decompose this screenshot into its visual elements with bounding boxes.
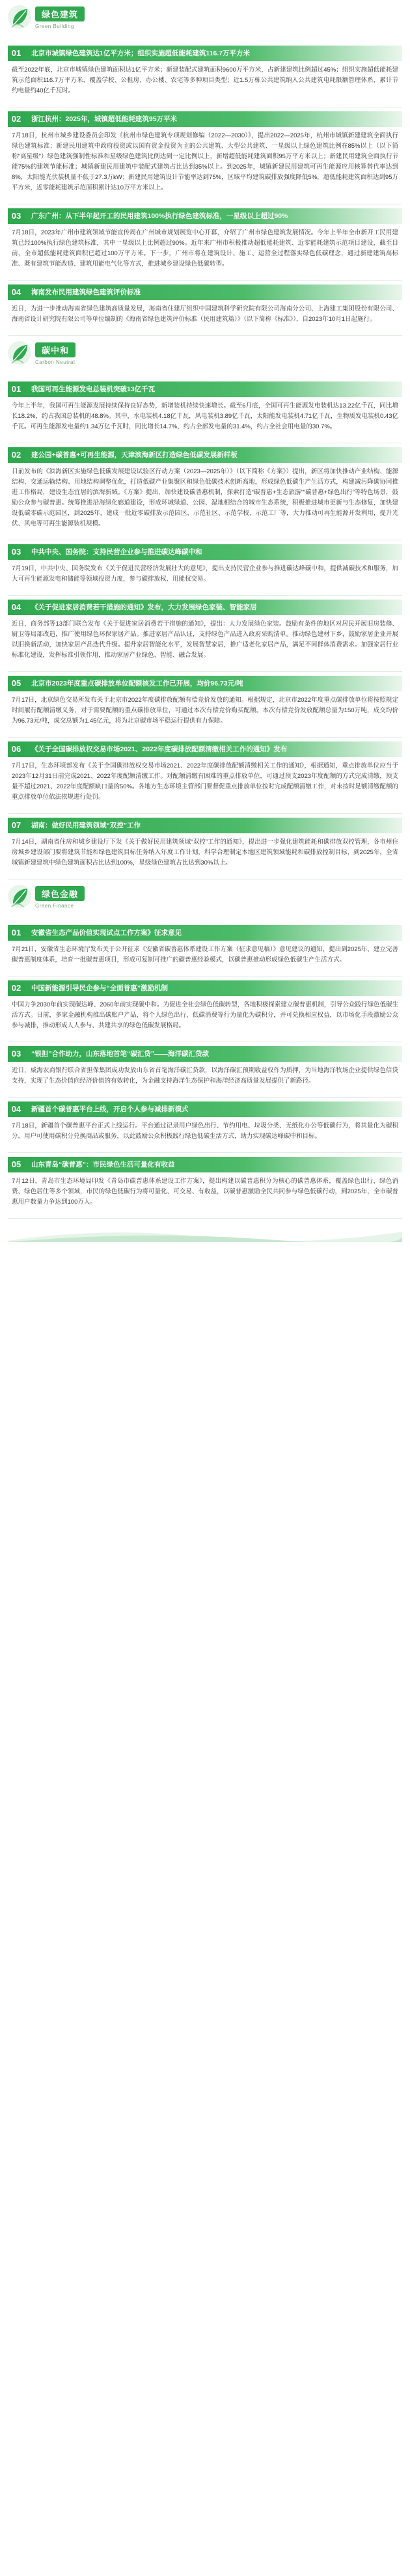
article-number: 01 — [8, 925, 25, 939]
article-card — [8, 741, 402, 807]
divider — [8, 595, 402, 596]
article-paragraph: 7月21日，安徽省生态环境厅发布关于公开征求《安徽省碳普惠体系建设工作方案（征求意见稿）》意见建议的通知，提出到2025年，建立完善碳普惠制度体系，培育一批碳普惠项目，形成可复制可推广的碳普惠经验模式，以碳普惠推动形成绿色低碳生产生活方式。 — [12, 946, 398, 963]
article-number: 01 — [8, 46, 25, 60]
article-title: “银担”合作助力，山东落地首笔“碳汇贷”——海洋碳汇贷款 — [8, 1046, 402, 1062]
article-number: 01 — [8, 381, 25, 396]
article-body — [8, 1172, 402, 1212]
section-subtitle: Green Finance — [35, 903, 74, 909]
article-paragraph: 近日，威海农商银行联合省担保集团成功发放山东省首笔海洋碳汇贷款，以海洋碳汇预期收益权作为质押，为当地海洋牧场企业提供绿色信贷支持，实现了生态价值向经济价值的有效转化，为金融支持海洋生态保护和海洋经济高质量发展提供了新路径。 — [12, 1067, 398, 1085]
article-paragraph: 7月14日，湖南省住房和城乡建设厅下发《关于做好民用建筑领域“双控”工作的通知》，提出进一步强化建筑能耗和碳排放双控管理，各市州住房城乡建设部门要将建筑节能和绿色建筑目标任务纳入年度工作计划，科学合理制定本地区建筑领域能耗和碳排放控制目标，到2025年，全省城镇新建建筑中绿色建筑面积占比达到100%，星级绿色建筑占比达到30%以上。 — [12, 838, 398, 866]
article-number: 04 — [8, 1101, 25, 1116]
article-body — [8, 691, 402, 730]
article-body — [8, 463, 402, 533]
article-number: 05 — [8, 676, 25, 690]
article-number: 04 — [8, 284, 25, 299]
article-title: 建公园+碳普惠+可再生能源，天津滨海新区打造绿色低碳发展新样板 — [8, 447, 402, 463]
article-paragraph: 7月18日，新疆首个碳普惠平台正式上线运行。平台通过记录用户绿色出行、节约用电、垃圾分类、无纸化办公等低碳行为，将其量化为碳积分，用户可使用碳积分兑换商品或服务，以此鼓励公众积极践行绿色低碳生活方式，助力实现碳达峰碳中和目标。 — [12, 1122, 398, 1140]
article-number: 03 — [8, 1046, 25, 1060]
article-body — [8, 127, 402, 197]
article-card — [8, 600, 402, 665]
article-paragraph: 7月12日，青岛市生态环境局印发《青岛市碳普惠体系建设工作方案》，提出构建以碳普惠积分为核心的碳普惠体系，覆盖绿色出行、绿色消费、绿色居住等多个领域，市民的绿色低碳行为将可量化、可交易、有收益，以碳普惠激励全民共同参与绿色低碳行动，到2025年，全市碳普惠用户数量力争达到100万人。 — [12, 1178, 398, 1206]
section-title-group — [35, 340, 75, 365]
article-body — [8, 560, 402, 589]
article-card — [8, 46, 402, 100]
article-card — [8, 208, 402, 273]
article-title: 中共中央、国务院：支持民营企业参与推进碳达峰碳中和 — [8, 544, 402, 560]
article-paragraph: 近日，为进一步推动海南省绿色建筑高质量发展，海南省住建厅组织中国建筑科学研究院有限公司海南分公司、上海建工集团股份有限公司、海南省设计研究院有限公司等单位编制的《海南省绿色建筑评价标准（民用建筑篇）》（以下简称《标准》），自2023年10月1日起施行。 — [12, 305, 398, 323]
section-header — [0, 879, 410, 921]
article-body — [8, 996, 402, 1035]
divider — [8, 1218, 402, 1219]
article-title: 我国可再生能源发电总装机突破13亿千瓦 — [8, 381, 402, 397]
leaf-logo-icon — [7, 883, 33, 912]
article-card — [8, 381, 402, 436]
leaf-logo-icon — [7, 4, 33, 33]
article-paragraph: 7月17日，生态环境部发布《关于全国碳排放权交易市场2021、2022年度碳排放配额清缴相关工作的通知》，根据通知，重点排放单位应当于2023年12月31日前完成2021、2022年度配额清缴工作。对配额清缴有困难的重点排放单位，可通过预支2023年度配额的方式完成清缴，预支量不超过2021、2022年度配额缺口量的50%。各地方生态环境主管部门要督促重点排放单位按时完成配额清缴工作，对未按时足额清缴配额的重点排放单位依法依规进行处罚。 — [12, 762, 398, 801]
article-body — [8, 1117, 402, 1146]
section-title: 绿色金融 — [35, 886, 85, 901]
article-paragraph: 近日，商务部等13部门联合发布《关于促进家居消费若干措施的通知》，提出：大力发展绿色家装。鼓励有条件的地区对居民开展旧房装修、厨卫等局部改造，推广使用绿色环保家居产品。推进家居产品认证，支持绿色产品进入政府采购清单。推动绿色建材下乡，鼓励家居企业开展以旧换新活动，加快家居产品迭代升级。提升家居智能化水平，发展智慧家居，推广适老化家居产品，满足不同群体消费需求。加强家居行业标准化建设，发挥标准引领作用，推动家居产业绿色、智能、融合发展。 — [12, 620, 398, 659]
article-card — [8, 1101, 402, 1146]
article-card — [8, 1157, 402, 1212]
section-subtitle: Carbon Neutral — [35, 359, 75, 365]
divider — [8, 737, 402, 738]
article-body — [8, 615, 402, 665]
article-title: 安徽省生态产品价值实现试点工作方案》征求意见 — [8, 925, 402, 941]
article-body — [8, 1062, 402, 1090]
article-body — [8, 941, 402, 969]
article-paragraph: 7月17日，北京绿色交易所发布关于北京市2022年度碳排放配额有偿竞价发放的通知。根据规定，北京市2022年度重点碳排放单位将按照规定时间履行配额清缴义务，对于需要配额的重点碳排放单位，可通过本次有偿竞价购买配额。本次有偿竞价发放配额总量为150万吨，成交均价为96.73元/吨，成交总额为1.45亿元，将为北京碳市场平稳运行提供有力保障。 — [12, 697, 398, 725]
article-paragraph: 7月18日，2023年广州市建筑领域节能宣传周在广州城市规划展览中心开幕，介绍了广州市绿色建筑发展情况。今年上半年全市新开工民用建筑已经100%执行绿色建筑标准，其中一星级以上比例超过90%。近年来广州市积极推动超低能耗建筑、近零能耗建筑示范项目建设，截至目前，全市超低能耗建筑面积已超过100万平方米。下一步，广州市将在建筑设计、施工、运营全过程落实绿色低碳理念，通过新建建筑高标准、既有建筑节能改造、建筑用能电气化等方式，推进城乡建设绿色低碳转型。 — [12, 229, 398, 268]
divider — [8, 1152, 402, 1153]
article-title: 浙江杭州：2025年，城镇超低能耗建筑95万平米 — [8, 111, 402, 127]
leaf-logo-icon — [7, 340, 33, 368]
article-body — [8, 833, 402, 872]
article-number: 06 — [8, 741, 25, 756]
article-number: 02 — [8, 980, 25, 995]
article-title: 山东青岛“碳普惠”：市民绿色生活可量化有收益 — [8, 1157, 402, 1172]
article-card — [8, 447, 402, 533]
section-title-group — [35, 883, 85, 909]
article-paragraph: 中国力争2030年前实现碳达峰、2060年前实现碳中和。为促进全社会绿色低碳转型，各地积极探索建立碳普惠机制，引导公众践行绿色低碳生活方式。日前，多家金融机构推出碳账户产品，将个人绿色出行、低碳消费等行为量化为碳积分，并可兑换相应权益，以市场化手段激励公众参与减排，推动形成人人参与、共建共享的绿色低碳发展格局。 — [12, 1001, 398, 1029]
article-card — [8, 1046, 402, 1090]
article-card — [8, 925, 402, 969]
article-paragraph: 7月19日，中共中央、国务院发布《关于促进民营经济发展壮大的意见》，提出支持民营企业参与推进碳达峰碳中和，提供减碳技术和服务，加大可再生能源发电和储能等领域投资力度，参与碳排放权、用能权交易。 — [12, 565, 398, 583]
article-title: 《关于全国碳排放权交易市场2021、2022年度碳排放配额清缴相关工作的通知》发布 — [8, 741, 402, 757]
divider — [8, 1097, 402, 1098]
article-paragraph: 今年上半年，我国可再生能源发展持续保持良好态势，新增装机持续快速增长。截至6月底，全国可再生能源发电装机达13.22亿千瓦，同比增长18.2%，约占我国总装机的48.8%。其中，水电装机4.18亿千瓦，风电装机3.89亿千瓦，太阳能发电装机4.71亿千瓦，生物质发电装机0.43亿千瓦。可再生能源发电量约1.34万亿千瓦时，同比增长14.7%，约占全部发电量的31.4%，约占全社会用电量的30.7%。 — [12, 402, 398, 430]
article-paragraph: 截至2022年底，北京市城镇绿色建筑面积达1亿平方米；新建装配式建筑面积9600万平方米，占新建建筑比例超过45%；组织实施超低能耗建筑示范面积116.7万平方米，覆盖学校、公租房、办公楼、农宅等多种项目类型；近1.5万栋公共建筑纳入公共建筑电耗限额管理体系，累计节约电量约40亿千瓦时。 — [12, 66, 398, 94]
article-number: 05 — [8, 1157, 25, 1171]
article-title: 《关于促进家居消费若干措施的通知》发布，大力发展绿色家装、智能家居 — [8, 600, 402, 615]
article-title: 新疆首个碳普惠平台上线，开启个人参与减排新模式 — [8, 1101, 402, 1117]
article-number: 04 — [8, 600, 25, 614]
article-card — [8, 544, 402, 589]
article-number: 03 — [8, 208, 25, 223]
article-title: 北京市2023年度重点碳排放单位配额核发工作已开展，均价96.73元/吨 — [8, 676, 402, 691]
article-card — [8, 284, 402, 329]
article-card — [8, 818, 402, 872]
article-title: 北京市城镇绿色建筑达1亿平方米；组织实施超低能耗建筑116.7万平方米 — [8, 46, 402, 61]
article-paragraph: 7月18日，杭州市城乡建设委员会印发《杭州市绿色建筑专项规划修编（2022—2030）》，提出2022—2025年，杭州市城镇新建建筑全面执行绿色建筑标准；新建民用建筑中政府投资或以国有资金投资为主的公共建筑、大型公共建筑、一星级以上绿色建筑比例在85%以上（以下简称“高星级”）绿色建筑强制性标准和星级绿色建筑比例达到一定比例以上，新增超低能耗建筑面积95万平方米以上；新建民用建筑全面执行节能75%的建筑节能标准；城镇新建民用建筑中装配式建筑占比达到35%以上。到2025年，城镇新建民用建筑可再生能源应用核算替代率达到8%，太阳能光伏装机量不低于27.3万kW；新建民用建筑设计节能率达到75%，区域平均建筑碳排放强度降低5%，超低能耗建筑面积达到95万平方米，近零能耗建筑示范面积累计达10万平方米以上。 — [12, 132, 398, 191]
footer-decoration — [8, 1223, 402, 1242]
newsletter-page — [0, 0, 410, 1242]
article-body — [8, 224, 402, 273]
section-title: 绿色建筑 — [35, 7, 85, 21]
article-body — [8, 397, 402, 436]
article-body — [8, 61, 402, 100]
article-title: 中国新能源引导民企参与“全面普惠”激励机制 — [8, 980, 402, 996]
article-title: 湖南：做好民用建筑领域“双控”工作 — [8, 818, 402, 833]
divider — [8, 813, 402, 814]
article-card — [8, 111, 402, 197]
section-title: 碳中和 — [35, 342, 75, 357]
article-number: 02 — [8, 447, 25, 462]
article-body — [8, 300, 402, 329]
divider — [8, 280, 402, 281]
section-subtitle: Green Building — [35, 23, 74, 29]
article-title: 广东广州：从下半年起开工的民用建筑100%执行绿色建筑标准，一星级以上超过90% — [8, 208, 402, 224]
article-number: 07 — [8, 818, 25, 832]
section-header — [0, 336, 410, 378]
article-card — [8, 980, 402, 1035]
article-title: 海南发布民用建筑绿色建筑评价标准 — [8, 284, 402, 300]
section-title-group — [35, 4, 85, 29]
divider — [8, 671, 402, 672]
article-number: 02 — [8, 111, 25, 126]
article-card — [8, 676, 402, 730]
article-number: 03 — [8, 544, 25, 559]
article-paragraph: 日前发布的《滨海新区实施绿色低碳发展建设试验区行动方案（2023—2025年）》（以下简称《方案》）提出，新区将加快推动产业结构、能源结构、交通运输结构、用地结构调整优化，打造低碳产业集聚区和绿色低碳技术创新高地，形成绿色低碳生产生活方式，构建减污降碳协同推进工作格局，建设生态宜居的滨海新城。《方案》提出，加快建设碳普惠机制，探索打造“碳普惠+生态旅游”“碳普惠+绿色出行”等特色场景，鼓励公众参与碳普惠。统筹推进沿海绿化廊道建设，形成环城绿道、公园、湿地相结合的城市生态系统，积极推进城市更新与生态修复，加快建设低碳零碳示范园区，到2025年，建成一批近零碳排放示范园区、示范社区、示范学校、示范工厂等，大力推动可再生能源开发利用，提升光伏、风电等可再生能源装机规模。 — [12, 468, 398, 527]
section-header — [0, 0, 410, 42]
article-body — [8, 757, 402, 807]
